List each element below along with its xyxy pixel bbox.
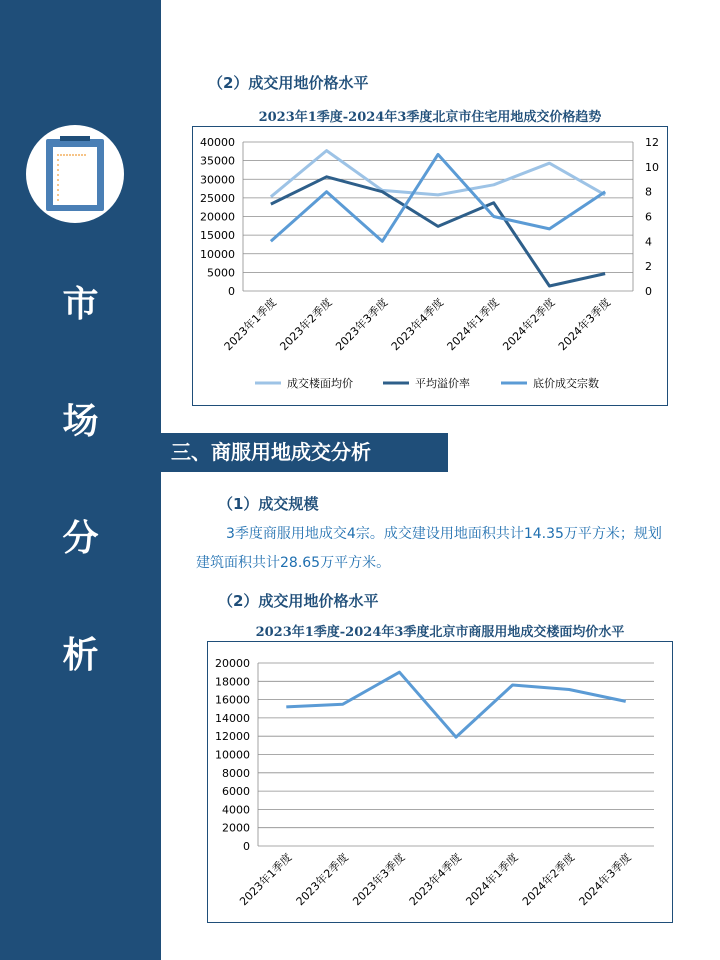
sidebar-title-char: 场 bbox=[62, 401, 99, 442]
x-tick-label: 2024年1季度 bbox=[463, 850, 521, 909]
y-tick-label: 10000 bbox=[200, 247, 235, 261]
residential-price-chart bbox=[192, 126, 668, 406]
sidebar bbox=[0, 0, 161, 960]
x-tick-label: 2023年2季度 bbox=[293, 850, 351, 909]
y-tick-label: 20000 bbox=[200, 210, 235, 224]
y2-tick-label: 4 bbox=[645, 235, 652, 249]
y-tick-label: 25000 bbox=[200, 191, 235, 205]
y-tick-label: 0 bbox=[243, 840, 250, 853]
y-tick-label: 4000 bbox=[222, 803, 250, 817]
series-line bbox=[271, 151, 605, 197]
scale-heading: （1）成交规模 bbox=[218, 495, 319, 513]
y-tick-label: 20000 bbox=[215, 657, 250, 670]
y-tick-label: 14000 bbox=[215, 711, 250, 725]
y2-tick-label: 8 bbox=[645, 185, 652, 199]
legend-label: 平均溢价率 bbox=[415, 377, 470, 390]
chart1-svg bbox=[193, 127, 667, 405]
commercial-price-chart bbox=[207, 641, 673, 923]
y-tick-label: 8000 bbox=[222, 766, 250, 780]
x-tick-label: 2023年1季度 bbox=[221, 295, 279, 354]
series-line bbox=[271, 177, 605, 286]
chart2-title: 2023年1季度-2024年3季度北京市商服用地成交楼面均价水平 bbox=[255, 625, 625, 640]
x-tick-label: 2024年3季度 bbox=[555, 295, 614, 354]
y-tick-label: 12000 bbox=[215, 730, 250, 744]
x-tick-label: 2024年3季度 bbox=[576, 850, 634, 909]
y-tick-label: 40000 bbox=[200, 136, 235, 149]
price-level-heading: （2）成交用地价格水平 bbox=[208, 74, 369, 92]
series-line bbox=[286, 672, 625, 737]
y-tick-label: 15000 bbox=[200, 229, 235, 243]
y2-tick-label: 12 bbox=[645, 136, 659, 149]
y2-tick-label: 2 bbox=[645, 260, 652, 274]
section-banner: 三、商服用地成交分析 bbox=[161, 433, 448, 472]
x-tick-label: 2024年2季度 bbox=[500, 295, 558, 354]
y-tick-label: 5000 bbox=[207, 266, 235, 280]
x-tick-label: 2023年2季度 bbox=[277, 295, 335, 354]
x-tick-label: 2023年3季度 bbox=[333, 295, 391, 354]
legend-label: 底价成交宗数 bbox=[533, 377, 599, 390]
y-tick-label: 2000 bbox=[222, 821, 250, 835]
clipboard-icon-badge bbox=[26, 125, 124, 223]
y-tick-label: 10000 bbox=[215, 748, 250, 762]
y2-tick-label: 0 bbox=[645, 285, 652, 298]
sidebar-title-char: 分 bbox=[62, 518, 99, 559]
y-tick-label: 18000 bbox=[215, 675, 250, 689]
x-tick-label: 2023年1季度 bbox=[237, 850, 295, 909]
scale-paragraph bbox=[196, 520, 666, 578]
scale-paragraph-line1: 3季度商服用地成交4宗。成交建设用地面积共计14.35万平方 bbox=[226, 526, 606, 542]
x-tick-label: 2023年4季度 bbox=[406, 850, 465, 909]
x-tick-label: 2023年3季度 bbox=[350, 850, 408, 909]
y-tick-label: 0 bbox=[228, 285, 235, 298]
y-tick-label: 6000 bbox=[222, 785, 250, 799]
sidebar-title-char: 市 bbox=[62, 284, 99, 325]
sidebar-title-char: 析 bbox=[62, 635, 99, 676]
y-tick-label: 30000 bbox=[200, 173, 235, 187]
x-tick-label: 2024年1季度 bbox=[444, 295, 502, 354]
y-tick-label: 35000 bbox=[200, 154, 235, 168]
chart1-title: 2023年1季度-2024年3季度北京市住宅用地成交价格趋势 bbox=[258, 110, 602, 125]
chart2-svg bbox=[208, 642, 672, 922]
clipboard-icon bbox=[26, 125, 124, 223]
y2-tick-label: 6 bbox=[645, 210, 652, 224]
y-tick-label: 16000 bbox=[215, 693, 250, 707]
x-tick-label: 2023年4季度 bbox=[388, 295, 447, 354]
commercial-price-heading: （2）成交用地价格水平 bbox=[218, 592, 379, 610]
scale-paragraph-line2: 米；规划建筑面积共计28.65万平方米。 bbox=[196, 526, 662, 571]
legend-label: 成交楼面均价 bbox=[287, 377, 353, 390]
x-tick-label: 2024年2季度 bbox=[519, 850, 578, 909]
y2-tick-label: 10 bbox=[645, 160, 659, 174]
